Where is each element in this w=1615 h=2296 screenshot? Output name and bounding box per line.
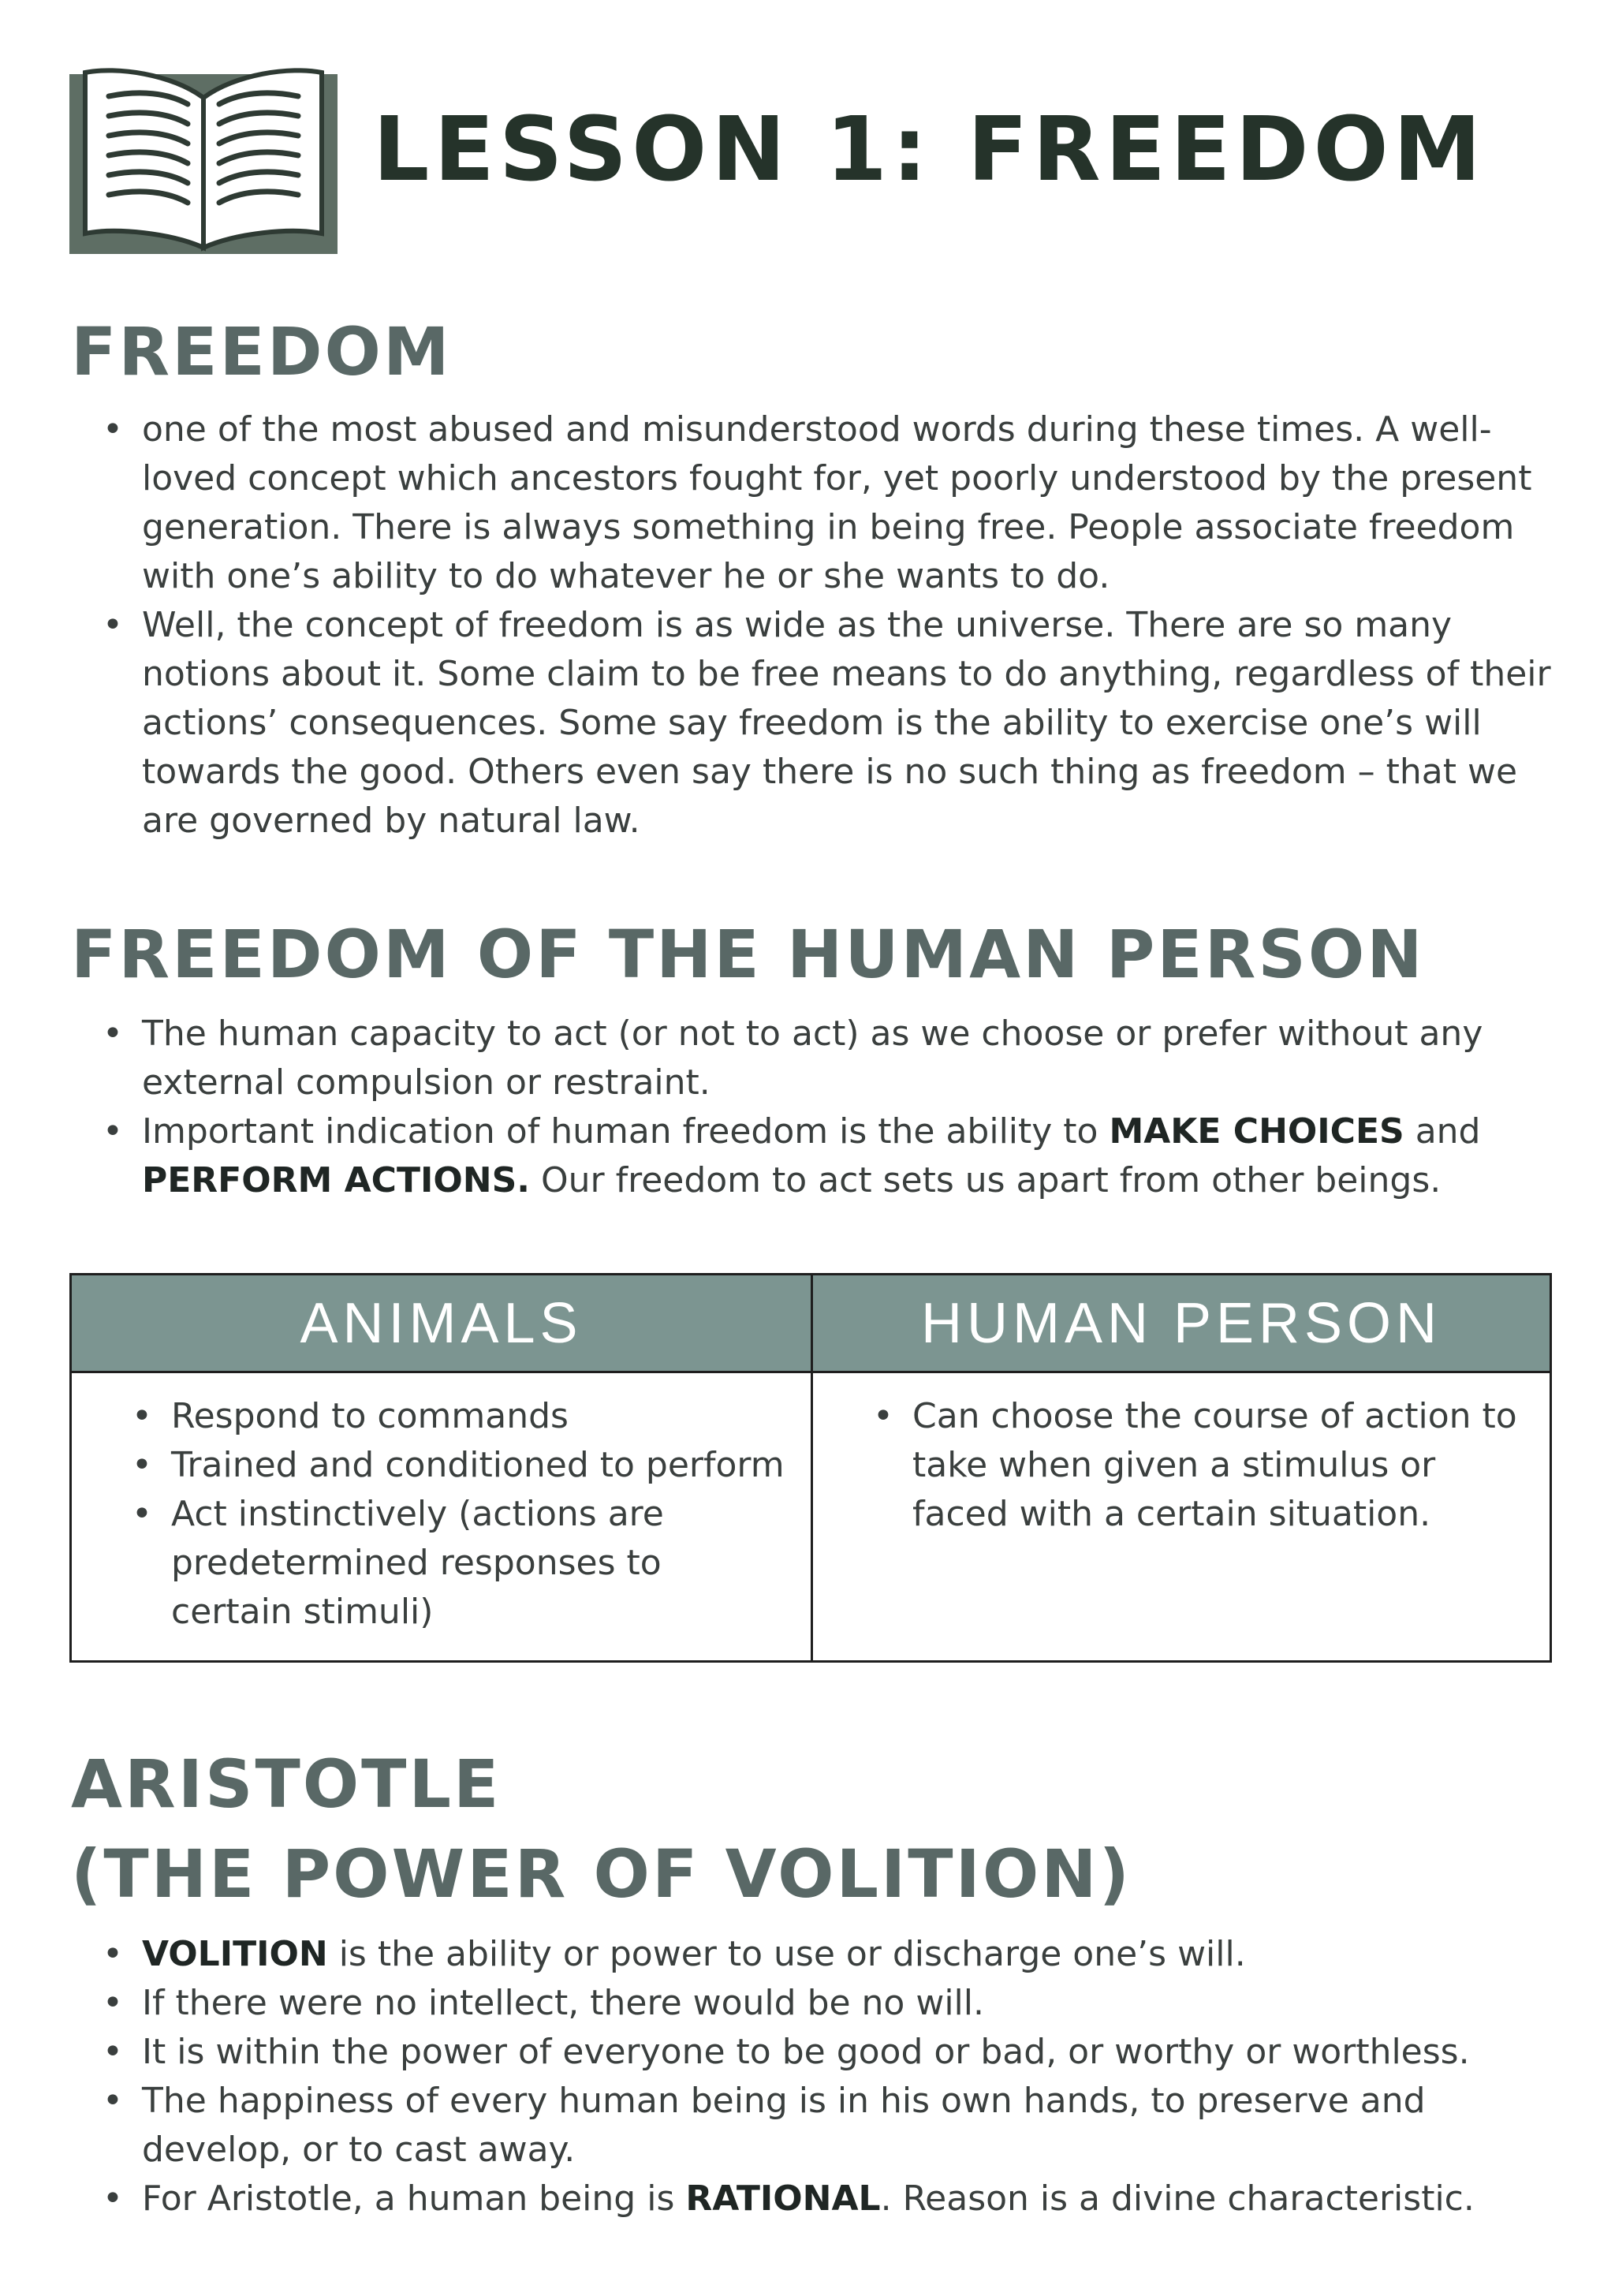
section-heading-freedom: FREEDOM (71, 313, 452, 390)
text-span: is the ability or power to use or discharge one’s will. (327, 1934, 1246, 1974)
list-item: • Can choose the course of action to take when given a stimulus or faced with a certain situation. (873, 1392, 1526, 1539)
bold-text: VOLITION (142, 1934, 328, 1974)
freedom-bullet-list (103, 405, 1561, 846)
table-column-animals (72, 1275, 813, 1660)
text-span: For Aristotle, a human being is (142, 2178, 686, 2219)
list-item (103, 1107, 1561, 1205)
human-person-bullet-list (103, 1010, 1561, 1205)
section-heading-human-person: FREEDOM OF THE HUMAN PERSON (71, 916, 1425, 993)
aristotle-bullet-list (103, 1930, 1561, 2223)
text-span: Our freedom to act sets us apart from other beings. (530, 1160, 1442, 1200)
bold-text: RATIONAL (685, 2178, 881, 2219)
list-item: • Trained and conditioned to perform (132, 1441, 787, 1490)
list-item: • It is within the power of everyone to be good or bad, or worthy or worthless. (103, 2028, 1561, 2077)
lesson-header (69, 58, 1486, 256)
text-span: and (1404, 1111, 1481, 1152)
comparison-table (69, 1273, 1552, 1663)
list-item: • Well, the concept of freedom is as wide as the universe. There are so many notions about it. Some claim to be free means to do anything, regardless of their actions’ consequences. Some say freedom is the ability to exercise one’s will towards the good. Others even say there is no such thing as freedom – that we are governed by natural law. (103, 601, 1561, 846)
bold-text: PERFORM ACTIONS. (142, 1160, 530, 1200)
list-item: • If there were no intellect, there would be no will. (103, 1979, 1561, 2028)
list-item: • one of the most abused and misunderstood words during these times. A well-loved concept which ancestors fought for, yet poorly understood by the present generation. There is always something in being free. People associate freedom with one’s ability to do whatever he or she wants to do. (103, 405, 1561, 601)
human-person-list (873, 1392, 1526, 1539)
list-item: • The happiness of every human being is in his own hands, to preserve and develop, or to cast away. (103, 2077, 1561, 2175)
section-heading-volition: (THE POWER OF VOLITION) (71, 1835, 1132, 1913)
list-item: • Respond to commands (132, 1392, 787, 1441)
table-header-human-person: HUMAN PERSON (813, 1275, 1550, 1373)
table-column-human-person (813, 1275, 1550, 1660)
list-item (103, 2175, 1561, 2223)
text-span: Important indication of human freedom is the ability to (142, 1111, 1110, 1152)
section-heading-aristotle: ARISTOTLE (71, 1745, 502, 1823)
list-item: • The human capacity to act (or not to act) as we choose or prefer without any external compulsion or restraint. (103, 1010, 1561, 1107)
bold-text: MAKE CHOICES (1109, 1111, 1404, 1152)
list-item: • Act instinctively (actions are predetermined responses to certain stimuli) (132, 1490, 787, 1637)
page-title: LESSON 1: FREEDOM (373, 99, 1486, 201)
list-item (103, 1930, 1561, 1979)
open-book-icon (69, 58, 338, 256)
text-span: . Reason is a divine characteristic. (880, 2178, 1475, 2219)
animals-list (132, 1392, 787, 1637)
table-header-animals: ANIMALS (72, 1275, 811, 1373)
